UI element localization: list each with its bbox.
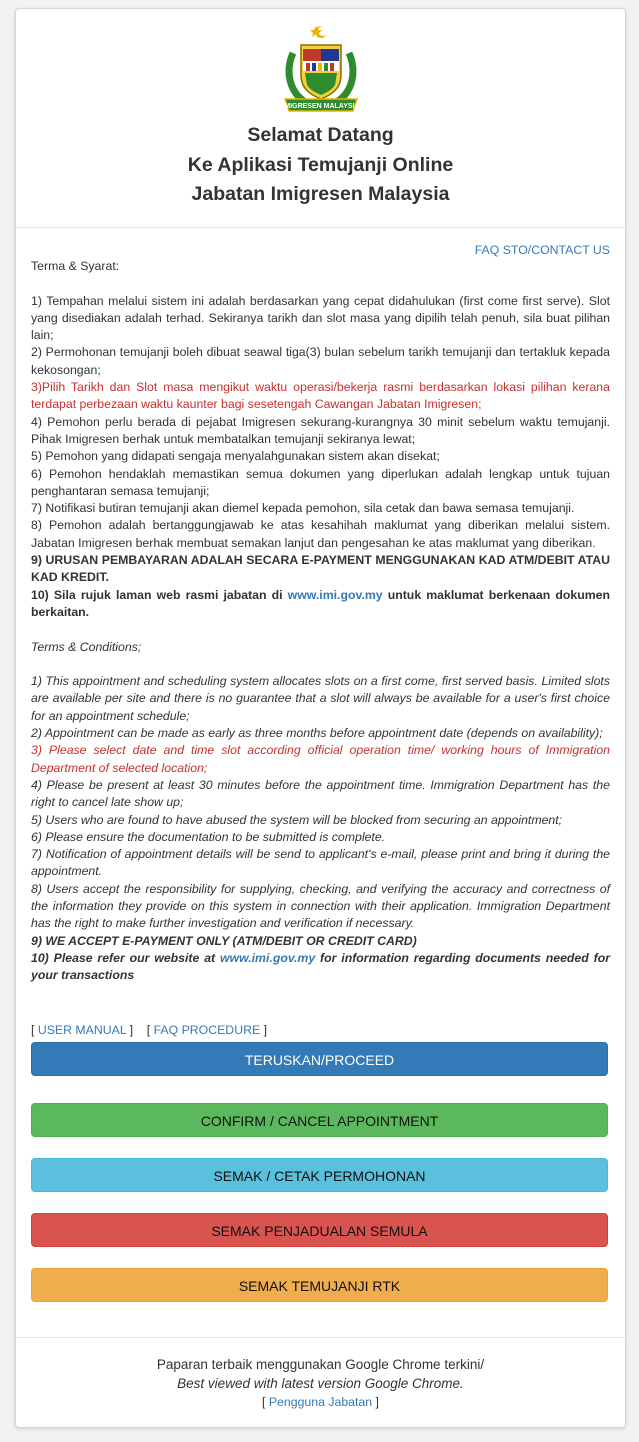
terms-en-item-7: 7) Notification of appointment details will be send to applicant's e-mail, please print and bring it during the appointment. (31, 847, 610, 879)
terms-ms-item-1: 1) Tempahan melalui sistem ini adalah berdasarkan yang cepat didahulukan (first come first serve). Slot yang disediakan adalah terhad. Sekiranya tarikh dan slot masa yang dipilih telah penuh, sila buat pilihan lain; (31, 293, 610, 343)
imi-website-link-en[interactable]: www.imi.gov.my (219, 950, 316, 965)
terms-ms-item-5: 5) Pemohon yang didapati sengaja menyalahgunakan sistem akan disekat; (31, 449, 440, 464)
faq-contact-link[interactable]: FAQ STO/CONTACT US (474, 243, 610, 257)
terms-en-item-10: 10) Please refer our website at www.imi.gov.my for information regarding documents needed for your transactions (31, 950, 611, 983)
immigration-crest-logo (279, 23, 363, 115)
terms-en-item-4: 4) Please be present at least 30 minutes before the appointment time. Immigration Department has the right to cancel late show up; (31, 777, 610, 810)
title-line-2: Ke Aplikasi Temujanji Online (187, 153, 454, 176)
svg-text:IMIGRESEN MALAYSIA: IMIGRESEN MALAYSIA (282, 103, 360, 110)
terms-text (31, 258, 610, 984)
semak-temujanji-rtk-button[interactable]: SEMAK TEMUJANJI RTK (31, 1268, 608, 1302)
semak-cetak-permohonan-button[interactable]: SEMAK / CETAK PERMOHONAN (31, 1158, 608, 1192)
terms-en-item-6: 6) Please ensure the documentation to be submitted is complete. (31, 829, 386, 844)
title-line-3: Jabatan Imigresen Malaysia (191, 183, 450, 205)
footer-line-1: Paparan terbaik menggunakan Google Chrome terkini/ (156, 1357, 485, 1372)
terms-ms-heading: Terma & Syarat: (31, 259, 120, 273)
terms-en-item-9: 9) WE ACCEPT E-PAYMENT ONLY (ATM/DEBIT OR CREDIT CARD) (31, 933, 417, 948)
main-card (15, 8, 626, 1428)
manual-links: [ USER MANUAL ] [ FAQ PROCEDURE ] (31, 1023, 267, 1037)
terms-en-item-8: 8) Users accept the responsibility for supplying, checking, and verifying the accuracy and correctness of the information they provide on this system in connection with their application. Immigration Department has the right to make further investigation and verification if necessary. (31, 881, 610, 931)
confirm-cancel-appointment-button[interactable]: CONFIRM / CANCEL APPOINTMENT (31, 1103, 608, 1137)
footer-link-wrap: [ Pengguna Jabatan ] (262, 1395, 379, 1409)
pengguna-jabatan-link[interactable]: Pengguna Jabatan (268, 1395, 373, 1409)
page-footer (16, 1337, 625, 1412)
terms-ms-item-9: 9) URUSAN PEMBAYARAN ADALAH SECARA E-PAYMENT MENGGUNAKAN KAD ATM/DEBIT ATAU KAD KREDIT. (31, 553, 610, 585)
terms-ms-item-3: 3)Pilih Tarikh dan Slot masa mengikut waktu operasi/bekerja rasmi berdasarkan lokasi pilihan kerana terdapat perbezaan waktu kaunter bagi sesetengah Cawangan Jabatan Imigresen; (31, 380, 610, 412)
page-title (16, 121, 625, 210)
terms-ms-item-8: 8) Pemohon adalah bertanggungjawab ke atas kesahihah maklumat yang diberikan melalui sistem. Jabatan Imigresen berhak membuat semakan lanjut dan pengesahan ke atas maklumat yang diberikan. (31, 518, 610, 550)
terms-en-item-2: 2) Appointment can be made as early as three months before appointment date (depends on availability); (31, 726, 603, 741)
terms-en-item-1: 1) This appointment and scheduling system allocates slots on a first come, first served basis. Limited slots are available per site and there is no guarantee that a slot will always be available for a user's first choice for an appointment schedule; (31, 674, 610, 723)
faq-procedure-link[interactable]: FAQ PROCEDURE (153, 1023, 261, 1037)
terms-ms-item-6: 6) Pemohon hendaklah memastikan semua dokumen yang diperlukan adalah lengkap untuk tujuan penghantaran semasa temujanji; (31, 466, 610, 498)
semak-penjadualan-semula-button[interactable]: SEMAK PENJADUALAN SEMULA (31, 1213, 608, 1247)
user-manual-link[interactable]: USER MANUAL (37, 1023, 127, 1037)
imi-website-link[interactable]: www.imi.gov.my (287, 587, 383, 602)
terms-ms-item-7: 7) Notifikasi butiran temujanji akan diemel kepada pemohon, sila cetak dan bawa semasa temujanji. (31, 501, 575, 516)
proceed-button[interactable]: TERUSKAN/PROCEED (31, 1042, 608, 1076)
terms-ms-item-2: 2) Permohonan temujanji boleh dibuat seawal tiga(3) bulan sebelum tarikh temujanji dan tertakluk kepada kekosongan; (31, 345, 610, 377)
page-header (16, 9, 625, 228)
footer-line-2: Best viewed with latest version Google Chrome. (177, 1376, 464, 1391)
terms-ms-item-10: 10) Sila rujuk laman web rasmi jabatan di www.imi.gov.my untuk maklumat berkenaan dokumen berkaitan. (31, 587, 610, 619)
terms-en-item-3: 3) Please select date and time slot according official operation time/ working hours of Immigration Department of selected location; (31, 743, 610, 775)
terms-ms-item-4: 4) Pemohon perlu berada di pejabat Imigresen sekurang-kurangnya 30 minit sebelum waktu temujanji. Pihak Imigresen berhak untuk membatalkan temujanji sekiranya lewat; (31, 414, 610, 446)
terms-en-heading: Terms & Conditions; (31, 639, 142, 654)
title-line-1: Selamat Datang (247, 124, 394, 146)
terms-en-item-5: 5) Users who are found to have abused the system will be blocked from securing an appointment; (31, 812, 563, 827)
